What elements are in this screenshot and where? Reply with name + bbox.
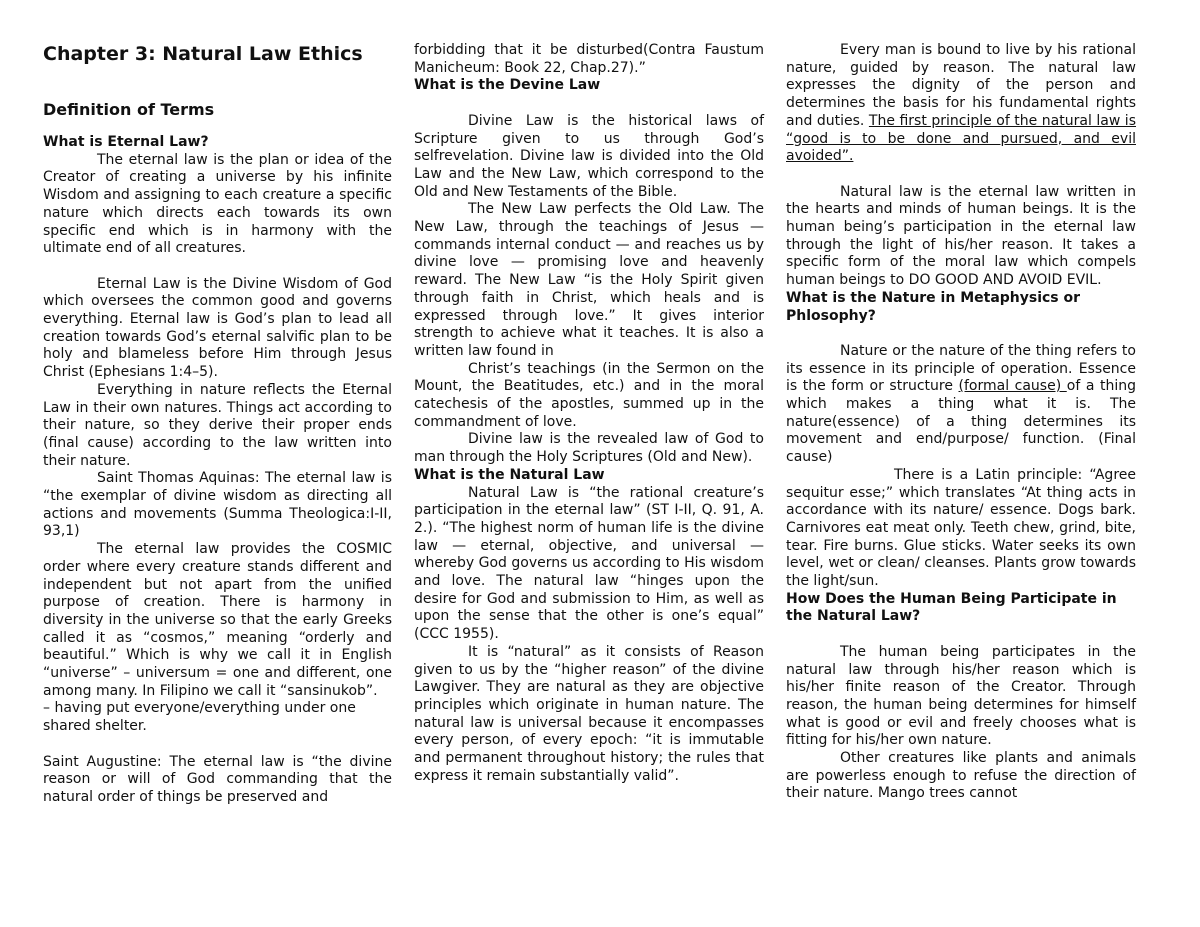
column-1 <box>43 42 392 807</box>
paragraph: Eternal Law is the Divine Wisdom of God which oversees the common good and governs everything. Eternal law is God’s plan to lead all creation towards God’s eternal salvific plan to be holy and blameless before Him through Jesus Christ (Ephesians 1:4–5). <box>43 275 392 381</box>
section-subtitle: Definition of Terms <box>43 100 215 119</box>
paragraph: There is a Latin principle: “Agree sequitur esse;” which translates “At thing acts in accordance with its nature/ essence. Dogs bark. Carnivores eat meat only. Teeth chew, grind, bite, tear. Fire burns. Glue sticks. Water seeks its own level, wet or clean/ cleanses. Plants grow towards the light/sun. <box>786 466 1136 590</box>
heading-natural-law: What is the Natural Law <box>414 466 605 483</box>
heading-eternal-law: What is Eternal Law? <box>43 134 209 150</box>
paragraph: Natural law is the eternal law written in the hearts and minds of human beings. It is the human being’s participation in the eternal law through the light of his/her reason. It takes a specific form of the moral law which compels human beings to DO GOOD AND AVOID EVIL. <box>786 183 1136 289</box>
heading-divine-law: What is the Devine Law <box>414 77 601 94</box>
paragraph: Saint Thomas Aquinas: The eternal law is “the exemplar of divine wisdom as directing all actions and movements (Summa Theologica:I-II, 93,1) <box>43 470 392 540</box>
paragraph <box>786 343 1136 467</box>
paragraph: The eternal law provides the COSMIC order where every creature stands different and independent but not apart from the unified purpose of creation. There is harmony in diversity in the universe so that the early Greeks called it as “cosmos,” meaning “orderly and beautiful.” Which is why we call it in English “universe” – universum = one and different, one among many. In Filipino we call it “sansinukob”. <box>43 541 392 699</box>
underlined-principle: The first principle of the natural law is “good is to be done and pursued, and evil avoided”. <box>786 112 1136 165</box>
paragraph: Christ’s teachings (in the Sermon on the Mount, the Beatitudes, etc.) and in the moral catechesis of the apostles, summed up in the commandment of love. <box>414 360 764 430</box>
paragraph: Other creatures like plants and animals are powerless enough to refuse the direction of their nature. Mango trees cannot <box>786 750 1136 802</box>
paragraph: – having put everyone/everything under one shared shelter. <box>43 700 356 735</box>
paragraph: The human being participates in the natural law through his/her reason which is his/her finite reason of the Creator. Through reason, the human being determines for himself what is good or evil and freely chooses what is fitting for his/her own nature. <box>786 643 1136 749</box>
paragraph <box>786 42 1136 166</box>
paragraph: The eternal law is the plan or idea of the Creator of creating a universe by his infinite Wisdom and assigning to each creature a specific nature which directs each towards its own specific end which is in harmony with the ultimate end of all creatures. <box>43 151 392 257</box>
underlined-formal-cause: (formal cause) <box>958 378 1067 395</box>
paragraph-text: of a thing which makes a thing what it is. The nature(essence) of a thing determines its movement and end/purpose/ function. (Final cause) <box>786 378 1136 466</box>
paragraph: Divine law is the revealed law of God to man through the Holy Scriptures (Old and New). <box>414 431 764 466</box>
paragraph-text: Every man is bound to live by his rational nature, guided by reason. The natural law expresses the dignity of the person and determines the basis for his fundamental rights and duties. <box>786 42 1136 129</box>
paragraph: forbidding that it be disturbed(Contra Faustum Manicheum: Book 22, Chap.27).” <box>414 42 764 76</box>
paragraph: It is “natural” as it consists of Reason given to us by the “higher reason” of the divine Lawgiver. They are natural as they are objective principles which originate in human nature. The natural law is universal because it encompasses every person, of every epoch: “it is immutable and permanent throughout history; the rules that express it remain substantially valid”. <box>414 643 764 784</box>
column-2 <box>414 42 764 786</box>
paragraph: The New Law perfects the Old Law. The New Law, through the teachings of Jesus — commands internal conduct — and reaches us by divine love — promising love and heavenly reward. The New Law “is the Holy Spirit given through faith in Christ, which heals and is expressed through love.” It gives interior strength to achieve what it teaches. It is also a written law found in <box>414 201 764 359</box>
paragraph: Saint Augustine: The eternal law is “the divine reason or will of God commanding that the natural order of things be preserved and <box>43 753 392 805</box>
paragraph: Divine Law is the historical laws of Scripture given to us through God’s selfrevelation. Divine law is divided into the Old Law and the New Law, which correspond to the Old and New Testaments of the Bible. <box>414 112 764 200</box>
paragraph: Everything in nature reflects the Eternal Law in their own natures. Things act according to their nature, so they derive their proper ends (final cause) according to the law written into their nature. <box>43 381 392 469</box>
paragraph-text: Nature or the nature of the thing refers to its essence in its principle of operation. Essence is the form or structure <box>786 342 1136 395</box>
heading-human-participation: How Does the Human Being Participate in the Natural Law? <box>786 590 1117 625</box>
chapter-title: Chapter 3: Natural Law Ethics <box>43 43 363 65</box>
column-3 <box>786 42 1136 803</box>
heading-nature-metaphysics: What is the Nature in Metaphysics or Phlosophy? <box>786 289 1081 324</box>
paragraph: Natural Law is “the rational creature’s participation in the eternal law” (ST I-II, Q. 91, A. 2.). “The highest norm of human life is the divine law — eternal, objective, and universal — whereby God governs us according to His wisdom and love. The natural law “hinges upon the desire for God and submission to Him, as well as upon the sense that the other is one’s equal” (CCC 1955). <box>414 484 764 643</box>
